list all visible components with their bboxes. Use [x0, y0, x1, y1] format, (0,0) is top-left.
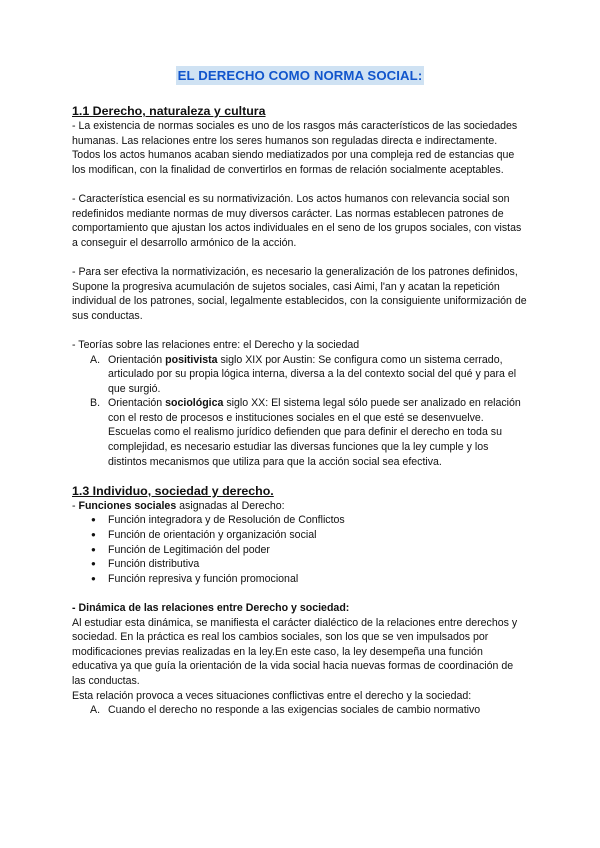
dynamics-heading: - Dinámica de las relaciones entre Derecho y sociedad: [72, 602, 350, 614]
paragraph-1: - La existencia de normas sociales es uno de los rasgos más característicos de las sociedades humanas. Las relaciones entre los seres humanos son reguladas directa e indirectamente. Todos los actos humanos acaban siendo mediatizados por una compleja red de estancias que los modifican, con la finalidad de convertirlos en formas de relación socialmente aceptables. [72, 120, 518, 176]
list-item: B. Orientación sociológica siglo XX: El sistema legal sólo puede ser analizado en relación con el resto de procesos e instituciones sociales en el que esté se desenvuelve. Escuelas como el realismo jurídico defienden que para definir el derecho en toda su complejidad, es necesario estudiar las diversas funciones que la ley cumple y los distintos mecanismos que utiliza para que la acción social sea efectiva. [90, 397, 521, 468]
list-item: ● Función de Legitimación del poder [91, 543, 270, 556]
theories-intro: - Teorías sobre las relaciones entre: el Derecho y la sociedad [72, 338, 360, 351]
list-item: ● Función represiva y función promocional [91, 572, 299, 585]
document-page [72, 66, 528, 718]
list-item: ● Función integradora y de Resolución de Conflictos [91, 514, 345, 527]
list-marker: A. [90, 704, 101, 717]
section-heading-1-3: 1.3 Individuo, sociedad y derecho. [72, 483, 274, 498]
document-title: EL DERECHO COMO NORMA SOCIAL: [177, 68, 423, 83]
paragraph-3: - Para ser efectiva la normativización, es necesario la generalización de los patrones definidos, Supone la progresiva acumulación de sujetos sociales, casi Aimi, l'an y acatan la repetición individual de los patrones, social, legalmente establecidos, con la consiguiente uniformización de sus conductas. [72, 265, 527, 322]
list-item: A. Orientación positivista siglo XIX por Austin: Se configura como un sistema cerrado, articulado por su propia lógica interna, diversa a la del contexto social del qué y para el que surgió. [90, 353, 517, 395]
conflict-paragraph: Esta relación provoca a veces situaciones conflictivas entre el derecho y la sociedad: [72, 689, 472, 702]
list-item: ● Función de orientación y organización social [91, 529, 317, 542]
theories-list [72, 353, 528, 470]
bullet-icon: ● [91, 530, 96, 540]
bullet-icon: ● [91, 515, 96, 525]
bullet-icon: ● [91, 573, 96, 583]
functions-list [72, 513, 528, 586]
conflict-list [72, 703, 528, 718]
list-item: A. Cuando el derecho no responde a las exigencias sociales de cambio normativo [90, 704, 481, 717]
list-marker: B. [90, 397, 101, 410]
functions-intro: - Funciones sociales asignadas al Derecho: [72, 499, 285, 512]
paragraph-2: - Característica esencial es su normativización. Los actos humanos con relevancia social son redefinidos mediante normas de muy diversos carácter. Las normas establecen patrones de comportamiento que ajustan los actos individuales en el seno de los grupos sociales, con vistas a conseguir el desarrollo armónico de la acción. [72, 192, 522, 249]
bullet-icon: ● [91, 544, 96, 554]
list-item: ● Función distributiva [91, 558, 200, 571]
section-heading-1-1: 1.1 Derecho, naturaleza y cultura [72, 104, 266, 118]
positivista-term: positivista [165, 353, 218, 366]
title-wrap [72, 66, 528, 85]
dynamics-paragraph: Al estudiar esta dinámica, se manifiesta el carácter dialéctico de la relaciones entre derechos y sociedad. En la práctica es real los cambios sociales, son los que se ven impulsados por modificaciones previas realizadas en la ley.En este caso, la ley desempeña una función educativa ya que guía la orientación de la vida social hacia nuevas formas de coordinación de las conductas. [72, 616, 518, 687]
sociologica-term: sociológica [165, 397, 224, 410]
list-marker: A. [90, 353, 101, 366]
bullet-icon: ● [91, 559, 96, 569]
